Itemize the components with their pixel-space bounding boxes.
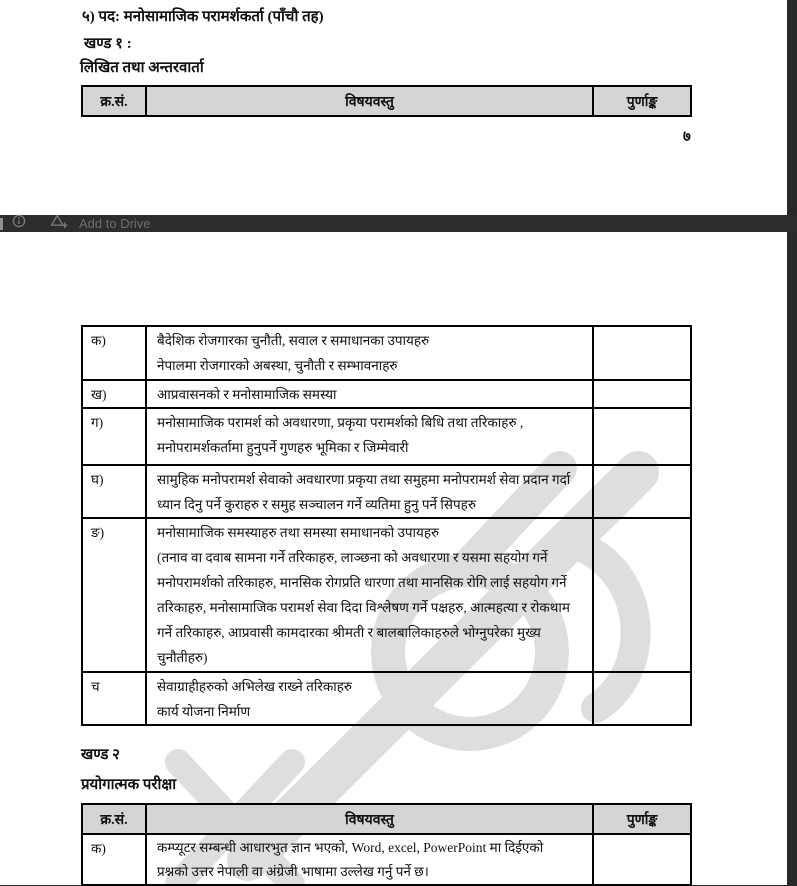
section-1-title: खण्ड १ : (84, 36, 132, 52)
subject-cell: सामुहिक मनोपरामर्श सेवाको अवधारणा प्रकृया तथा समुहमा मनोपरामर्श सेवा प्रदान गर्दा ध्यान दिनु पर्ने कुराहरु र समुह सञ्चालन गर्ने व्यतिमा हुनु पर्ने सिपहरु (146, 465, 593, 518)
post-heading: ५) पद: मनोसामाजिक परामर्शकर्ता (पाँचौ तह) (82, 9, 324, 25)
serial-cell: ख) (82, 380, 146, 408)
subject-cell: आप्रवासनको र मनोसामाजिक समस्या (146, 380, 593, 408)
table-row (82, 326, 691, 380)
viewer-toolbar (0, 215, 797, 232)
col-header-marks: पुर्णाङ्क (593, 86, 691, 116)
table-header-row (82, 86, 691, 116)
col-header-subject: विषयवस्तु (146, 86, 593, 116)
col-header-marks: पुर्णाङ्क (593, 804, 691, 834)
subject-cell: बैदेशिक रोजगारका चुनौती, सवाल र समाधानका उपायहरु नेपालमा रोजगारको अबस्था, चुनौती र सम्भावनाहरु (146, 326, 593, 380)
page-number: ७ (683, 129, 691, 145)
subject-cell: सेवाग्राहीहरुको अभिलेख राख्ने तरिकाहरु कार्य योजना निर्माण (146, 672, 593, 725)
marks-cell (593, 518, 691, 672)
table-row (82, 408, 691, 465)
table-header-row (82, 804, 691, 834)
table-row (82, 518, 691, 672)
marks-cell (593, 408, 691, 465)
serial-cell: ग) (82, 408, 146, 465)
document-page-2 (0, 232, 787, 885)
written-exam-table-header (81, 85, 692, 117)
col-header-serial: क्र.सं. (82, 86, 146, 116)
col-header-subject: विषयवस्तु (146, 804, 593, 834)
table-row (82, 672, 691, 725)
subject-cell: मनोसामाजिक परामर्श को अवधारणा, प्रकृया परामर्शको बिधि तथा तरिकाहरु , मनोपरामर्शकर्तामा हुनुपर्ने गुणहरु भूमिका र जिम्मेवारी (146, 408, 593, 465)
table-row (82, 380, 691, 408)
marks-cell (593, 326, 691, 380)
serial-cell: घ) (82, 465, 146, 518)
serial-cell: क) (82, 834, 146, 885)
serial-cell: च (82, 672, 146, 725)
add-to-drive-label[interactable]: Add to Drive (79, 216, 151, 231)
subject-cell: कम्प्यूटर सम्बन्धी आधारभुत ज्ञान भएको, Word, excel, PowerPoint मा दिईएको प्रश्नको उत्तर नेपाली वा अंग्रेजी भाषामा उल्लेख गर्नु पर्ने छ। (146, 834, 593, 885)
serial-cell: ङ) (82, 518, 146, 672)
clipped-icon[interactable] (0, 218, 3, 230)
serial-cell: क) (82, 326, 146, 380)
written-interview-subheading: लिखित तथा अन्तरवार्ता (80, 60, 204, 76)
col-header-serial: क्र.सं. (82, 804, 146, 834)
add-to-drive-icon[interactable] (50, 214, 69, 234)
subject-cell: मनोसामाजिक समस्याहरु तथा समस्या समाधानको उपायहरु (तनाव वा दवाब सामना गर्ने तरिकाहरु, लाञ्छना को अवधारणा र यसमा सहयोग गर्ने मनोपरामर्शको तरिकाहरु, मानसिक रोगप्रति धारणा तथा मानसिक रोगि लाई सहयोग गर्ने तरिकाहरु, मनोसामाजिक परामर्श सेवा दिदा विश्लेषण गर्ने पक्षहरु, आत्महत्या र रोकथाम गर्ने तरिकाहरु, आप्रवासी कामदारका श्रीमती र बालबालिकाहरुले भोग्नुपरेका मुख्य चुनौतीहरु) (146, 518, 593, 672)
marks-cell (593, 380, 691, 408)
section-2-title: खण्ड २ (81, 747, 120, 763)
document-page-1 (0, 0, 787, 215)
practical-exam-table (81, 803, 692, 886)
marks-cell (593, 465, 691, 518)
info-icon[interactable] (12, 214, 26, 233)
practical-exam-subheading: प्रयोगात्मक परीक्षा (81, 777, 177, 793)
table-row (82, 465, 691, 518)
marks-cell (593, 672, 691, 725)
marks-cell (593, 834, 691, 885)
written-exam-content-table (81, 325, 692, 726)
table-row (82, 834, 691, 885)
